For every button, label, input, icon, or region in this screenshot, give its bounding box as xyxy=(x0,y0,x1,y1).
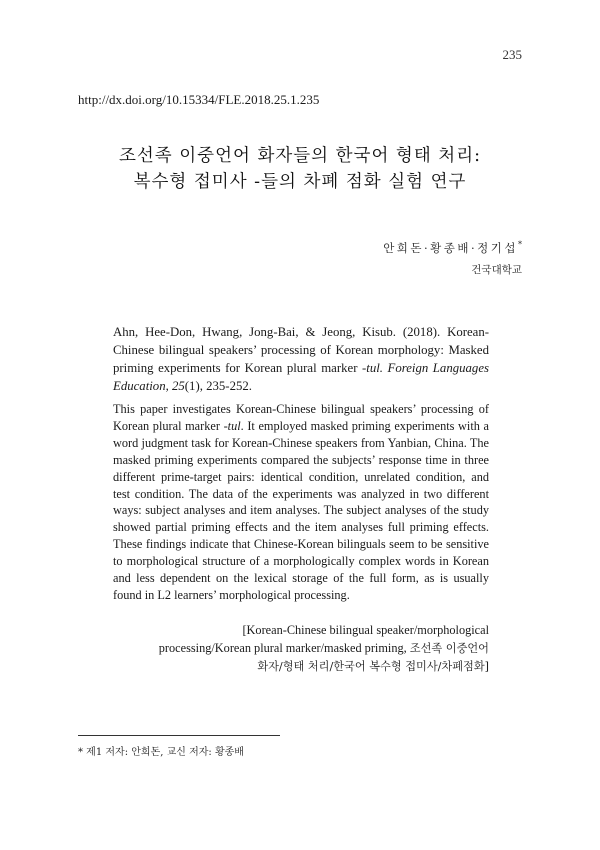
footnote-divider xyxy=(78,735,280,736)
keywords-line-2 xyxy=(100,639,489,658)
citation-block xyxy=(113,323,489,395)
keywords-line-2-en: processing/Korean plural marker/masked priming, xyxy=(158,641,410,655)
affiliation: 건국대학교 xyxy=(471,264,522,276)
citation-text: Ahn, Hee-Don, Hwang, Jong-Bai, & Jeong, Kisub. (2018). Korean-Chinese bilingual speakers’ processing of Korean morphology: Masked priming experiments for Korean plural marker xyxy=(113,325,489,375)
paper-title xyxy=(0,143,600,195)
page-number: 235 xyxy=(502,47,522,62)
abstract-text-1: This paper investigates Korean-Chinese bilingual speakers’ processing of Korean plural marker xyxy=(113,402,489,433)
title-line-1: 조선족 이중언어 화자들의 한국어 형태 처리: xyxy=(119,146,481,166)
keywords xyxy=(100,621,489,676)
abstract xyxy=(113,401,489,604)
footnote: * 제1 저자: 안희돈, 교신 저자: 황종배 xyxy=(78,747,244,758)
citation-issue-pages: (1), 235-252. xyxy=(184,379,252,393)
doi-link[interactable]: http://dx.doi.org/10.15334/FLE.2018.25.1.235 xyxy=(78,92,320,107)
citation-italic: -tul. Foreign Languages Education, 25 xyxy=(113,361,489,393)
author-footnote-mark: * xyxy=(518,240,522,250)
keywords-line-2-ko: 조선족 이중언어 xyxy=(409,642,489,655)
keywords-line-1: [Korean-Chinese bilingual speaker/morphological xyxy=(242,623,489,637)
abstract-text-2: . It employed masked priming experiments with a word judgment task for Korean-Chinese speakers from Yanbian, China. The masked priming experiments compared the subjects’ response time in three different prime-target pairs: identical condition, unrelated condition, and test condition. The data of the experiments was analyzed in two different ways: subject analyses and item analyses. The subject analyses of the study showed partial priming effects and the item analyses full priming effects. These findings indicate that Chinese-Korean bilinguals seem to be sensitive to morphological structure of a morphologically complex words in Korean and less dependent on the lexical storage of the full form, as is usually found in L2 learners’ morphological processing. xyxy=(113,418,489,602)
title-line-2: 복수형 접미사 -들의 차폐 점화 실험 연구 xyxy=(133,172,467,192)
author-list: 안희돈·황종배·정기섭 xyxy=(383,241,518,255)
author-names xyxy=(383,240,522,256)
abstract-italic-term: -tul xyxy=(223,418,241,433)
keywords-line-3: 화자/형태 처리/한국어 복수형 접미사/차폐점화] xyxy=(257,660,489,673)
